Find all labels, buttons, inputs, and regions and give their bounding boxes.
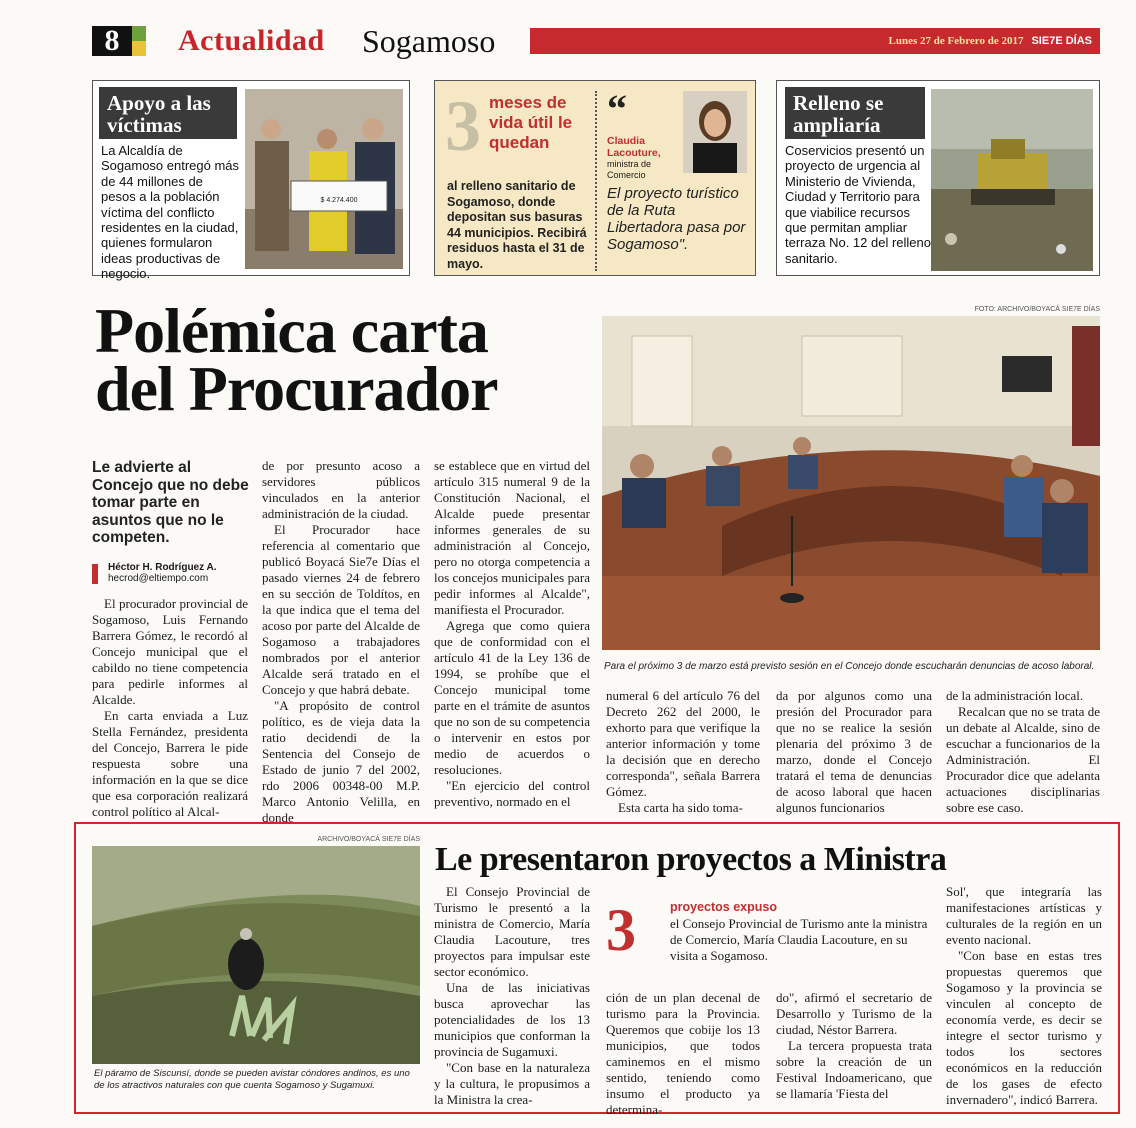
main-col-5 — [776, 688, 932, 816]
paragraph: Recalcan que no se trata de un debate al Alcalde, sino de escuchar a funcionarios de la Administración. El Procurador dice que adelanta actuaciones disciplinarias sobre ese caso. — [946, 704, 1100, 815]
paragraph: "Con base en estas tres propuestas queremos que Sogamoso y la provincia se vinculen al concepto de economía verde, es decir se integre el sector turismo y todos los sectores económicos en la reducción de los gases de efecto invernadero", indicó Barrera. — [946, 948, 1102, 1107]
bulldozer-image — [931, 89, 1093, 271]
minister-photo — [683, 91, 747, 173]
page-number: 8 — [92, 26, 132, 56]
landfill-highlight: meses de vida útil le quedan — [489, 93, 573, 152]
second-headline: Le presentaron proyectos a Ministra — [435, 841, 947, 878]
paramo-photo-credit: ARCHIVO/BOYACÁ SIE7E DÍAS — [317, 836, 420, 843]
byline — [92, 562, 252, 584]
second-col-1 — [434, 884, 590, 1108]
quote-name: Claudia Lacouture, — [607, 135, 661, 159]
paragraph: El Consejo Provincial de Turismo le presentó a la ministra de Comercio, María Claudia Lacouture, tres proyectos para impulsar este sector económico. — [434, 884, 590, 979]
victims-box-title: Apoyo a las víctimas — [99, 87, 237, 139]
main-col-3 — [434, 458, 590, 810]
quote-role: ministra de Comercio — [607, 159, 652, 180]
paragraph: Esta carta ha sido toma- — [618, 800, 743, 815]
landfill-text: al relleno sanitario de Sogamoso, donde depositan sus basuras 44 municipios. Recibirá residuos hasta el 31 de mayo. — [447, 179, 587, 271]
council-photo-caption: Para el próximo 3 de marzo está previsto sesión en el Concejo donde escucharán denuncias de acoso laboral. — [604, 661, 1095, 672]
paragraph: de por presunto acoso a servidores públicos vinculados en la anterior administración de la ciudad. — [262, 458, 420, 521]
paragraph: La tercera propuesta trata sobre la creación de un Festival Indoamericano, que se llamaría 'Fiesta del — [776, 1038, 932, 1101]
header-band — [530, 28, 1100, 54]
paper-name: SIE7E DÍAS — [1031, 35, 1092, 47]
check-amount: $ 4.274.400 — [320, 197, 358, 204]
second-big-number: 3 — [606, 897, 636, 963]
victims-box-text: La Alcaldía de Sogamoso entregó más de 44 millones de pesos a la población víctima del conflicto residentes en la ciudad, quienes formularon ideas productivas de negocio. — [101, 143, 240, 282]
landfill-expansion-box — [776, 80, 1100, 276]
main-headline: Polémica carta del Procurador — [95, 295, 498, 424]
second-col-3 — [776, 990, 932, 1102]
fact-title: proyectos expuso — [670, 900, 777, 914]
paragraph: En carta enviada a Luz Stella Fernández, presidenta del Concejo, Barrera le pide respuesta sobre una información en la que se dice que esa corporación realizará control político al Alcal- — [92, 708, 248, 819]
paragraph: numeral 6 del artículo 76 del Decreto 262 del 2000, le exhorto para que verifique la anterior información y tome la decisión que en derecho corresponda", señala Barrera Gómez. — [606, 688, 760, 799]
quote-text: El proyecto turístico de la Ruta Libertadora pasa por Sogamoso". — [607, 185, 746, 253]
paragraph: de la administración local. — [946, 688, 1084, 703]
bulldozer-photo — [931, 89, 1093, 271]
paramo-photo — [92, 846, 420, 1064]
main-photo-credit: FOTO: ARCHIVO/BOYACÁ SIE7E DÍAS — [974, 306, 1100, 313]
fact-text: el Consejo Provincial de Turismo ante la ministra de Comercio, María Claudia Lacouture, en su visita a Sogamoso. — [670, 916, 928, 963]
page-color-tab — [132, 26, 146, 56]
main-col-2 — [262, 458, 420, 826]
paragraph: Agrega que como quiera que de conformidad con el artículo 41 de la Ley 136 de 1994, se prohíbe que el Concejo municipal tome parte en el trámite de asuntos que no son de su competencia o intervenir en estos por medio de acuerdos o resoluciones. — [434, 618, 590, 777]
victims-photo-image — [245, 89, 403, 269]
council-chamber-image — [602, 316, 1100, 650]
author-name: Héctor H. Rodríguez A. — [108, 562, 217, 573]
byline-marker — [92, 564, 98, 584]
paragraph: "A propósito de control político, es de vieja data la ratio decidendi de la Sentencia del Consejo de Estado de junio 7 del 2002, rdo 2006 00348-00 M.P. Marco Antonio Velilla, en donde — [262, 698, 420, 825]
issue-date: Lunes 27 de Febrero de 2017 — [888, 35, 1024, 47]
landfill-expansion-title: Relleno se ampliaría — [785, 87, 925, 139]
condor-landscape-image — [92, 846, 420, 1064]
divider-dots — [595, 91, 597, 271]
section-title: Actualidad — [178, 24, 325, 57]
section-city: Sogamoso — [362, 23, 496, 59]
paragraph: ción de un plan decenal de turismo para la Provincia. Queremos que cobije los 13 municipios, que todos caminemos en el mismo sentido, teniendo como insumo el producto ya determina- — [606, 990, 760, 1117]
second-col-2 — [606, 990, 760, 1118]
paragraph: Una de las iniciativas busca aprovechar las potencialidades de los 13 municipios que conforman la provincia de Sugamuxi. — [434, 980, 590, 1059]
paragraph: Sol', que integraría las manifestaciones artísticas y culturales de la región en un evento nacional. — [946, 884, 1102, 947]
paragraph: "Con base en la naturaleza y la cultura, le propusimos a la Ministra la crea- — [434, 1060, 590, 1107]
author-email: hecrod@eltiempo.com — [108, 573, 209, 584]
main-col-6 — [946, 688, 1100, 816]
second-col-4 — [946, 884, 1102, 1108]
paragraph: El Procurador hace referencia al comentario que publicó Boyacá Sie7e Días el pasado viernes 24 de febrero en su sección de Toldítos, en la que indica que el tema del acoso por parte del Alcalde de Sogamoso a trabajadores nombrados por el anterior Alcalde será tratado en el Concejo y que habrá debate. — [262, 522, 420, 697]
council-photo — [602, 316, 1100, 650]
landfill-number: 3 — [445, 86, 481, 166]
victims-box — [92, 80, 410, 282]
main-col-1 — [92, 596, 248, 820]
main-deck: Le advierte al Concejo que no debe tomar parte en asuntos que no le competen. — [92, 459, 249, 546]
minister-portrait — [683, 91, 747, 173]
paramo-photo-caption: El páramo de Siscunsí, donde se pueden avistar cóndores andinos, es uno de los atractivos naturales con que cuenta Sogamoso y Sugamuxi. — [94, 1068, 410, 1091]
paragraph: do", afirmó el secretario de Desarrollo y Turismo de la ciudad, Néstor Barrera. — [776, 990, 932, 1037]
paragraph: se establece que en virtud del artículo 315 numeral 9 de la Constitución Nacional, el Alcalde puede presentar informes generales de su administración al Concejo, pero no otorga competencia a los concejos municipales para pedir informes al Alcalde", manifiesta el Procurador. — [434, 458, 590, 617]
victims-photo — [245, 89, 403, 269]
landfill-expansion-text: Coservicios presentó un proyecto de urgencia al Ministerio de Vivienda, Ciudad y Territorio para que viabilice recursos que permitan ampliar terraza No. 12 del relleno sanitario. — [785, 143, 931, 266]
paragraph: da por algunos como una presión del Procurador para que no se realice la sesión plenaria del próximo 3 de marzo, donde el Concejo tratará el tema de denuncias de acoso laboral que hacen algunos funcionarios — [776, 688, 932, 815]
main-col-4 — [606, 688, 760, 816]
paragraph: El procurador provincial de Sogamoso, Luis Fernando Barrera Gómez, le recordó al Concejo municipal que el cabildo no tiene competencia para pedirle informes al Alcalde. — [92, 596, 248, 707]
quote-mark: “ — [607, 86, 627, 131]
landfill-fact-box — [434, 80, 756, 276]
paragraph: "En ejercicio del control preventivo, normado en el — [434, 778, 590, 809]
